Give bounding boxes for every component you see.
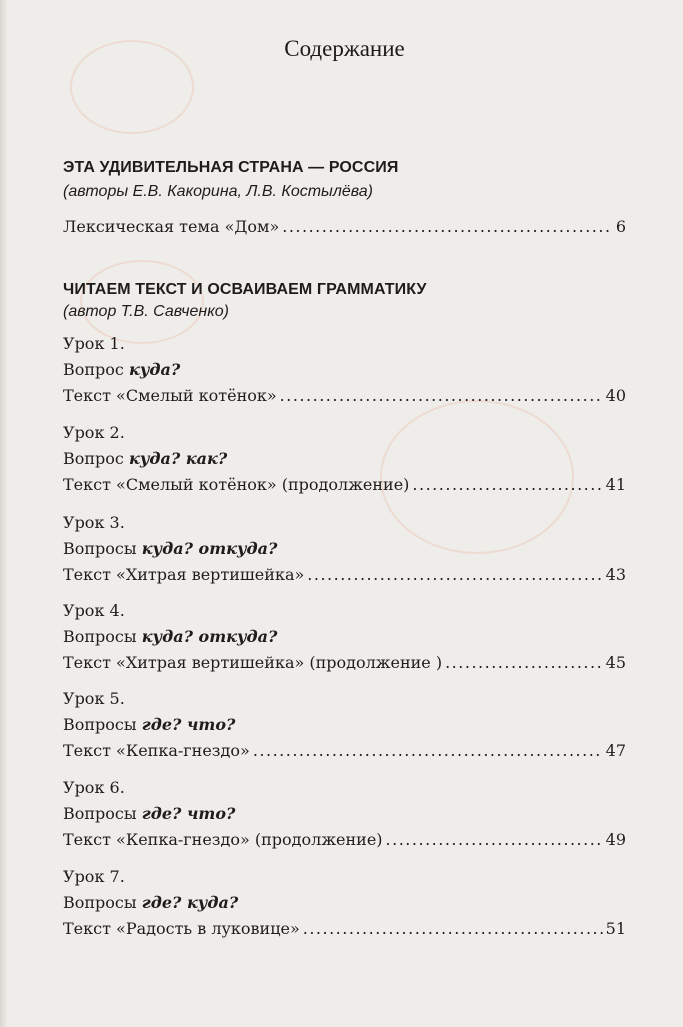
toc-entry-text: Текст «Смелый котёнок» (продолжение) <box>63 475 410 494</box>
toc-page-number: 51 <box>605 919 626 938</box>
lesson-question <box>63 712 626 738</box>
toc-entry-text: Текст «Хитрая вертишейка» (продолжение ) <box>63 653 443 672</box>
toc-entry-text: Текст «Хитрая вертишейка» <box>63 565 305 584</box>
lesson-number: Урок 5. <box>63 689 125 708</box>
question-words: где? что? <box>141 715 236 734</box>
question-prefix: Вопрос <box>63 449 124 468</box>
question-words: куда? <box>128 360 181 379</box>
toc-page-number: 47 <box>605 741 626 760</box>
toc-entry <box>63 916 626 942</box>
toc-entry <box>63 472 626 498</box>
toc-entry <box>63 827 626 853</box>
lesson-question <box>63 536 626 562</box>
lesson-question <box>63 446 626 472</box>
question-prefix: Вопросы <box>63 893 137 912</box>
toc-page-number: 40 <box>605 386 626 405</box>
question-words: куда? как? <box>128 449 228 468</box>
question-prefix: Вопрос <box>63 360 124 379</box>
dot-leader <box>445 650 603 676</box>
section-authors: (авторы Е.В. Какорина, Л.В. Костылёва) <box>63 183 373 200</box>
toc-entry <box>63 650 626 676</box>
dot-leader <box>280 383 603 409</box>
toc-entry <box>63 562 626 588</box>
question-words: где? куда? <box>141 893 239 912</box>
question-prefix: Вопросы <box>63 804 137 823</box>
section-authors: (автор Т.В. Савченко) <box>63 303 229 320</box>
toc-entry-text: Текст «Кепка-гнездо» <box>63 741 250 760</box>
dot-leader <box>303 916 603 942</box>
lesson-block <box>63 331 626 409</box>
question-prefix: Вопросы <box>63 539 137 558</box>
section-heading: ЧИТАЕМ ТЕКСТ И ОСВАИВАЕМ ГРАММАТИКУ <box>63 281 427 298</box>
lesson-block <box>63 686 626 764</box>
dot-leader <box>386 827 603 853</box>
question-prefix: Вопросы <box>63 627 137 646</box>
lesson-question <box>63 624 626 650</box>
toc-entry-text: Текст «Кепка-гнездо» (продолжение) <box>63 830 383 849</box>
lesson-number: Урок 3. <box>63 513 125 532</box>
toc-page-number: 45 <box>605 653 626 672</box>
lesson-block <box>63 775 626 853</box>
lesson-question <box>63 357 626 383</box>
toc-page-number: 41 <box>605 475 626 494</box>
dot-leader <box>282 214 613 240</box>
dot-leader <box>307 562 602 588</box>
toc-page-number: 49 <box>605 830 626 849</box>
section-heading: ЭТА УДИВИТЕЛЬНАЯ СТРАНА — РОССИЯ <box>63 159 399 176</box>
page-title: Содержание <box>284 36 405 61</box>
question-words: где? что? <box>141 804 236 823</box>
lesson-number: Урок 4. <box>63 601 125 620</box>
lesson-number: Урок 1. <box>63 334 125 353</box>
toc-entry <box>63 383 626 409</box>
page-edge <box>0 0 8 1027</box>
lesson-number: Урок 6. <box>63 778 125 797</box>
question-words: куда? откуда? <box>141 627 278 646</box>
toc-entry-text: Лексическая тема «Дом» <box>63 217 280 236</box>
toc-entry-text: Текст «Радость в луковице» <box>63 919 300 938</box>
toc-page-number: 6 <box>615 217 626 236</box>
toc-page-number: 43 <box>605 565 626 584</box>
lesson-block <box>63 598 626 676</box>
toc-entry <box>63 738 626 764</box>
lesson-block <box>63 864 626 942</box>
dot-leader <box>253 738 603 764</box>
lesson-question <box>63 801 626 827</box>
lesson-block <box>63 420 626 498</box>
question-prefix: Вопросы <box>63 715 137 734</box>
question-words: куда? откуда? <box>141 539 278 558</box>
toc-entry <box>63 214 626 240</box>
toc-entry-text: Текст «Смелый котёнок» <box>63 386 277 405</box>
lesson-number: Урок 7. <box>63 867 125 886</box>
lesson-question <box>63 890 626 916</box>
lesson-block <box>63 510 626 588</box>
lesson-number: Урок 2. <box>63 423 125 442</box>
dot-leader <box>412 472 602 498</box>
